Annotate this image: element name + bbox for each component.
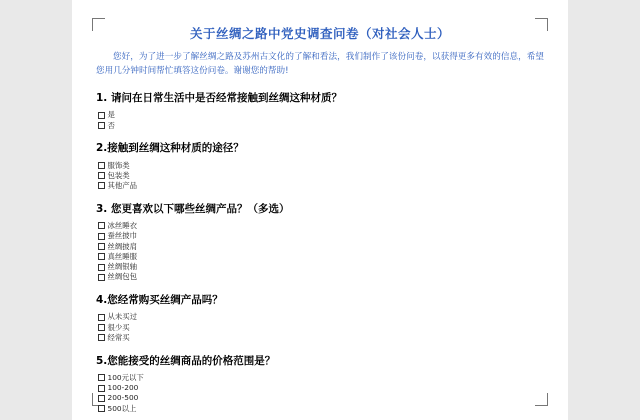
question-4 bbox=[96, 293, 544, 308]
checkbox-icon[interactable] bbox=[98, 122, 105, 129]
document-intro: 您好，为了进一步了解丝绸之路及苏州古文化的了解和看法，我们制作了该份问卷，以获得更多有效的信息，希望您用几分钟时间帮忙填答这份问卷。谢谢您的帮助! bbox=[96, 52, 544, 77]
question-5-text: 5.您能接受的丝绸商品的价格范围是？ bbox=[96, 354, 276, 367]
checkbox-icon[interactable] bbox=[98, 395, 105, 402]
option-label: 冰丝睡衣 bbox=[107, 221, 138, 231]
option-label: 真丝睡服 bbox=[107, 251, 138, 261]
checkbox-icon[interactable] bbox=[98, 253, 105, 260]
option-label: 服饰类 bbox=[107, 160, 130, 170]
checkbox-icon[interactable] bbox=[98, 385, 105, 392]
checkbox-icon[interactable] bbox=[98, 374, 105, 381]
question-5-options bbox=[98, 373, 544, 414]
document-title: 关于丝绸之路中党史调查问卷（对社会人士） bbox=[189, 26, 450, 41]
option-label: 其他产品 bbox=[107, 181, 138, 191]
option-label: 很少买 bbox=[107, 322, 130, 332]
checkbox-icon[interactable] bbox=[98, 222, 105, 229]
option-item[interactable] bbox=[98, 231, 544, 241]
option-item[interactable] bbox=[98, 383, 544, 393]
option-item[interactable] bbox=[98, 242, 544, 252]
checkbox-icon[interactable] bbox=[98, 405, 105, 412]
option-item[interactable] bbox=[98, 161, 544, 171]
question-3-options bbox=[98, 221, 544, 282]
checkbox-icon[interactable] bbox=[98, 324, 105, 331]
question-3-text: 3. 您更喜欢以下哪些丝绸产品？（多选） bbox=[96, 202, 290, 215]
option-item[interactable] bbox=[98, 181, 544, 191]
checkbox-icon[interactable] bbox=[98, 112, 105, 119]
option-item[interactable] bbox=[98, 323, 544, 333]
question-4-text: 4.您经常购买丝绸产品吗？ bbox=[96, 294, 223, 307]
question-2-options bbox=[98, 161, 544, 191]
option-item[interactable] bbox=[98, 171, 544, 181]
option-label: 是 bbox=[107, 110, 115, 120]
option-item[interactable] bbox=[98, 312, 544, 322]
checkbox-icon[interactable] bbox=[98, 172, 105, 179]
option-item[interactable] bbox=[98, 393, 544, 403]
option-label: 丝绸披肩 bbox=[107, 241, 138, 251]
option-label: 100元以下 bbox=[107, 372, 144, 382]
option-item[interactable] bbox=[98, 272, 544, 282]
checkbox-icon[interactable] bbox=[98, 182, 105, 189]
checkbox-icon[interactable] bbox=[98, 162, 105, 169]
option-label: 包装类 bbox=[107, 170, 130, 180]
question-2 bbox=[96, 141, 544, 156]
question-1-options bbox=[98, 110, 544, 130]
option-label: 丝绸银轴 bbox=[107, 262, 138, 272]
option-label: 经常买 bbox=[107, 332, 130, 342]
checkbox-icon[interactable] bbox=[98, 233, 105, 240]
option-item[interactable] bbox=[98, 221, 544, 231]
option-item[interactable] bbox=[98, 404, 544, 414]
checkbox-icon[interactable] bbox=[98, 243, 105, 250]
option-label: 500以上 bbox=[107, 403, 137, 413]
option-item[interactable] bbox=[98, 252, 544, 262]
left-gutter bbox=[0, 0, 72, 420]
question-5 bbox=[96, 354, 544, 369]
checkbox-icon[interactable] bbox=[98, 334, 105, 341]
checkbox-icon[interactable] bbox=[98, 274, 105, 281]
option-label: 200-500 bbox=[107, 393, 139, 403]
option-label: 丝绸包包 bbox=[107, 272, 138, 282]
question-3 bbox=[96, 202, 544, 217]
option-item[interactable] bbox=[98, 110, 544, 120]
option-item[interactable] bbox=[98, 121, 544, 131]
document-content bbox=[96, 26, 544, 420]
paper-sheet bbox=[72, 0, 568, 420]
option-label: 从未买过 bbox=[107, 312, 138, 322]
option-label: 蚕丝披巾 bbox=[107, 231, 138, 241]
option-item[interactable] bbox=[98, 262, 544, 272]
option-label: 否 bbox=[107, 120, 115, 130]
option-item[interactable] bbox=[98, 333, 544, 343]
checkbox-icon[interactable] bbox=[98, 314, 105, 321]
right-gutter bbox=[568, 0, 640, 420]
option-label: 100-200 bbox=[107, 383, 139, 393]
question-4-options bbox=[98, 312, 544, 342]
option-item[interactable] bbox=[98, 373, 544, 383]
question-1 bbox=[96, 91, 544, 106]
question-2-text: 2.接触到丝绸这种材质的途径？ bbox=[96, 142, 244, 155]
question-1-text: 1. 请问在日常生活中是否经常接触到丝绸这种材质？ bbox=[96, 92, 342, 105]
checkbox-icon[interactable] bbox=[98, 264, 105, 271]
